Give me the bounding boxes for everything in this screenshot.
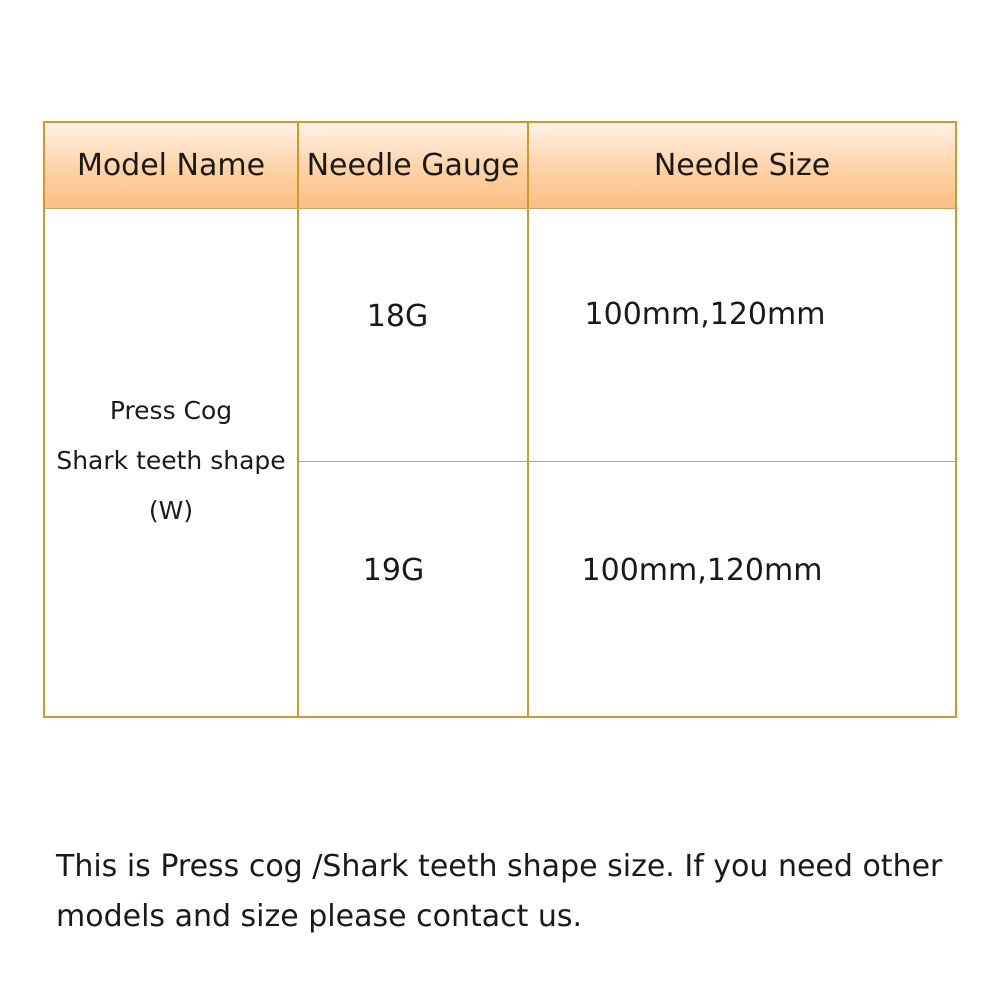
footnote-text: This is Press cog /Shark teeth shape size. If you need other models and size please contact us. <box>56 849 943 934</box>
header-model-name: Model Name <box>76 148 266 183</box>
spec-table <box>43 121 957 718</box>
model-name-cell <box>45 386 297 536</box>
column-divider <box>297 123 299 716</box>
header-needle-size: Needle Size <box>653 148 831 183</box>
model-name-line: Press Cog <box>109 396 233 425</box>
size-cell-row2: 100mm,120mm <box>581 553 823 588</box>
row-divider <box>299 461 955 462</box>
header-needle-gauge: Needle Gauge <box>306 148 520 183</box>
model-name-line: Shark teeth shape <box>56 446 286 475</box>
size-cell-row1: 100mm,120mm <box>584 297 826 332</box>
gauge-cell-19g: 19G <box>362 553 425 588</box>
column-divider <box>527 123 529 716</box>
model-name-line: (W) <box>148 496 194 525</box>
gauge-cell-18g: 18G <box>366 299 429 334</box>
header-divider <box>45 208 955 209</box>
